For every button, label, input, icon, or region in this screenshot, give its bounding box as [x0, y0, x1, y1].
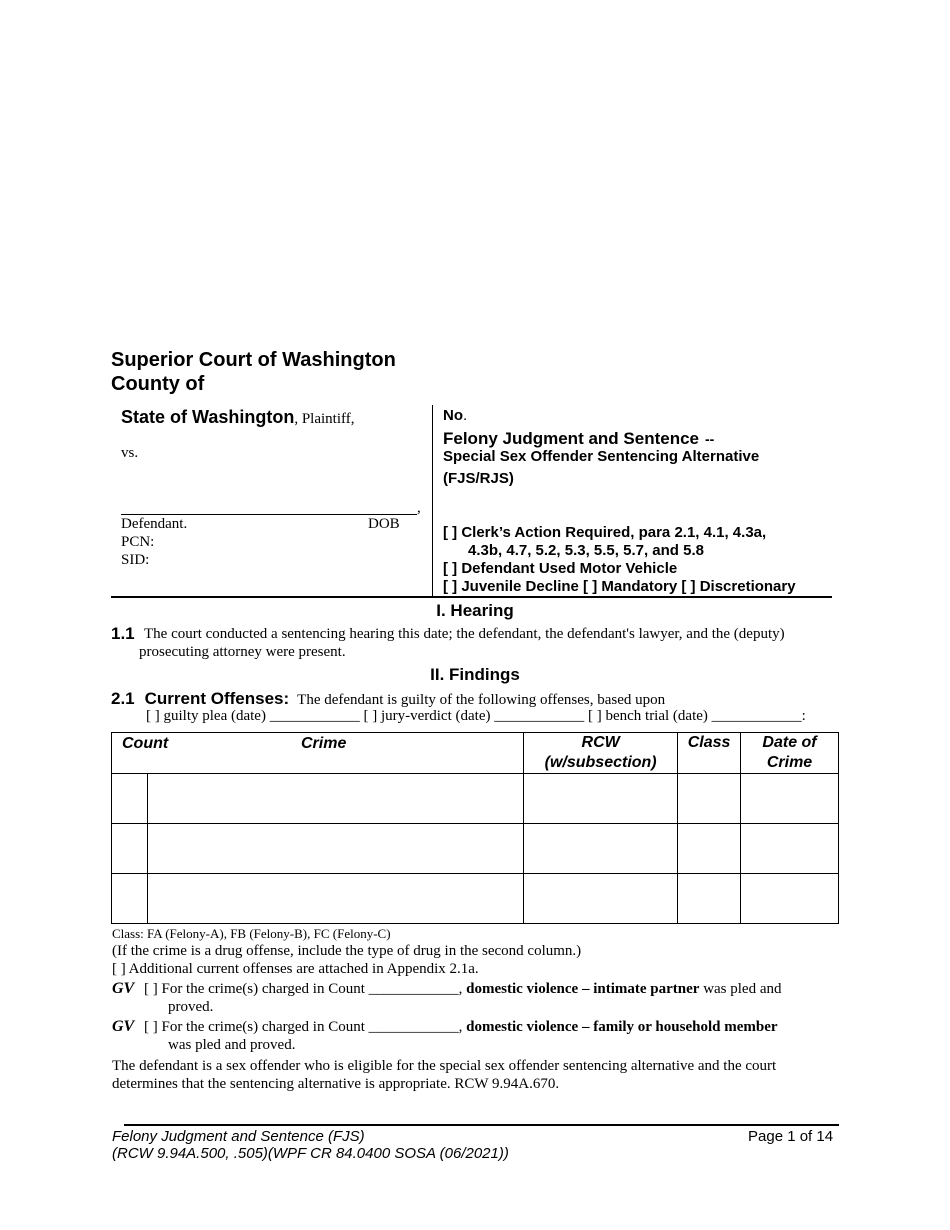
gv-family-member-checkbox[interactable]: [ ] For the crime(s) charged in Count ____________,: [143, 1019, 463, 1035]
pcn-label: PCN:: [121, 534, 155, 550]
current-offenses-title: Current Offenses:: [144, 689, 290, 708]
eligibility-text-line2: determines that the sentencing alternative is appropriate. RCW 9.94A.670.: [112, 1076, 560, 1092]
count-cell[interactable]: [112, 774, 148, 824]
hearing-section-number: 1.1: [111, 624, 135, 643]
count-crime-header: [112, 733, 524, 774]
eligibility-text-line1: The defendant is a sex offender who is eligible for the special sex offender sentencing alternative and the court: [112, 1058, 777, 1074]
rcw-cell[interactable]: [524, 824, 678, 874]
sid-label: SID:: [121, 552, 150, 568]
juvenile-decline-checkbox[interactable]: [ ] Juvenile Decline [ ] Mandatory [ ] Discretionary: [443, 578, 796, 595]
crime-header: Crime: [301, 735, 347, 752]
current-offenses-table: [111, 732, 839, 924]
court-name: Superior Court of Washington: [111, 349, 396, 371]
table-row: [112, 874, 839, 924]
clerk-action-paragraphs: 4.3b, 4.7, 5.2, 5.3, 5.5, 5.7, and 5.8: [468, 542, 704, 559]
gv-family-member-line: GV [ ] For the crime(s) charged in Count ____________, domestic violence – family or household member: [112, 1018, 778, 1035]
hearing-heading: I. Hearing: [436, 601, 514, 620]
defendant-label: Defendant.: [121, 516, 188, 532]
document-title: Felony Judgment and Sentence --: [443, 429, 715, 448]
drug-offense-note: (If the crime is a drug offense, include the type of drug in the second column.): [112, 943, 582, 959]
plaintiff-name: State of Washington: [121, 407, 295, 427]
gv-tag: GV: [112, 980, 135, 997]
count-cell[interactable]: [112, 824, 148, 874]
class-cell[interactable]: [678, 874, 741, 924]
crime-cell[interactable]: [147, 824, 523, 874]
date-cell[interactable]: [741, 824, 839, 874]
findings-section-number: 2.1: [111, 689, 135, 708]
caption-divider: [432, 405, 433, 597]
class-legend-note: Class: FA (Felony-A), FB (Felony-B), FC (Felony-C): [112, 926, 391, 941]
case-number: No.: [443, 407, 468, 424]
caption-bottom-rule: [111, 596, 832, 598]
footer-rule: [124, 1124, 839, 1126]
count-cell[interactable]: [112, 874, 148, 924]
page-number: Page 1 of 14: [748, 1128, 834, 1145]
table-header-row: [112, 733, 839, 774]
crime-cell[interactable]: [147, 774, 523, 824]
plaintiff-caption: [121, 407, 354, 428]
current-offenses-line: [111, 689, 665, 709]
date-cell[interactable]: [741, 774, 839, 824]
current-offenses-intro: The defendant is guilty of the following offenses, based upon: [297, 692, 666, 708]
class-cell[interactable]: [678, 774, 741, 824]
gv-intimate-partner-line2: proved.: [168, 999, 214, 1015]
date-cell[interactable]: [741, 874, 839, 924]
hearing-text-line2: prosecuting attorney were present.: [139, 644, 346, 660]
caption-comma: ,: [417, 500, 421, 516]
rcw-cell[interactable]: [524, 874, 678, 924]
case-number-label: No: [443, 407, 463, 424]
count-header: Count: [122, 735, 169, 752]
class-cell[interactable]: [678, 824, 741, 874]
rcw-header: RCW (w/subsection): [524, 733, 678, 774]
conviction-basis-line[interactable]: [ ] guilty plea (date) ____________ [ ] jury-verdict (date) ____________ [ ] bench trial (date) ____________:: [146, 708, 806, 724]
document-subtitle: Special Sex Offender Sentencing Alternative: [443, 448, 760, 465]
gv-tag: GV: [112, 1018, 135, 1035]
county-label: County of: [111, 373, 205, 395]
gv-intimate-partner-checkbox[interactable]: [ ] For the crime(s) charged in Count ____________,: [143, 981, 463, 997]
footer-form-title: Felony Judgment and Sentence (FJS): [112, 1128, 365, 1145]
footer-form-citation: (RCW 9.94A.500, .505)(WPF CR 84.0400 SOSA (06/2021)): [112, 1145, 509, 1162]
dob-label: DOB: [368, 516, 400, 532]
appendix-checkbox[interactable]: [ ] Additional current offenses are attached in Appendix 2.1a.: [112, 961, 479, 977]
gv-intimate-partner-line: GV [ ] For the crime(s) charged in Count ____________, domestic violence – intimate partner was pled and: [112, 980, 782, 997]
plaintiff-role: , Plaintiff,: [294, 411, 355, 427]
crime-cell[interactable]: [147, 874, 523, 924]
document-abbrev: (FJS/RJS): [443, 470, 514, 487]
vs-label: vs.: [121, 445, 139, 461]
document-title-text: Felony Judgment and Sentence: [443, 429, 699, 448]
motor-vehicle-checkbox[interactable]: [ ] Defendant Used Motor Vehicle: [443, 560, 678, 577]
findings-heading: II. Findings: [430, 665, 520, 684]
hearing-text-line1: The court conducted a sentencing hearing this date; the defendant, the defendant's lawyer, and the (deputy): [144, 626, 785, 642]
date-of-crime-header: Date of Crime: [741, 733, 839, 774]
rcw-cell[interactable]: [524, 774, 678, 824]
clerk-action-checkbox[interactable]: [ ] Clerk’s Action Required, para 2.1, 4.1, 4.3a,: [443, 524, 767, 541]
table-row: [112, 824, 839, 874]
defendant-name-line: [121, 514, 417, 515]
class-header: Class: [678, 733, 741, 774]
table-row: [112, 774, 839, 824]
gv-family-member-line2: was pled and proved.: [168, 1037, 296, 1053]
